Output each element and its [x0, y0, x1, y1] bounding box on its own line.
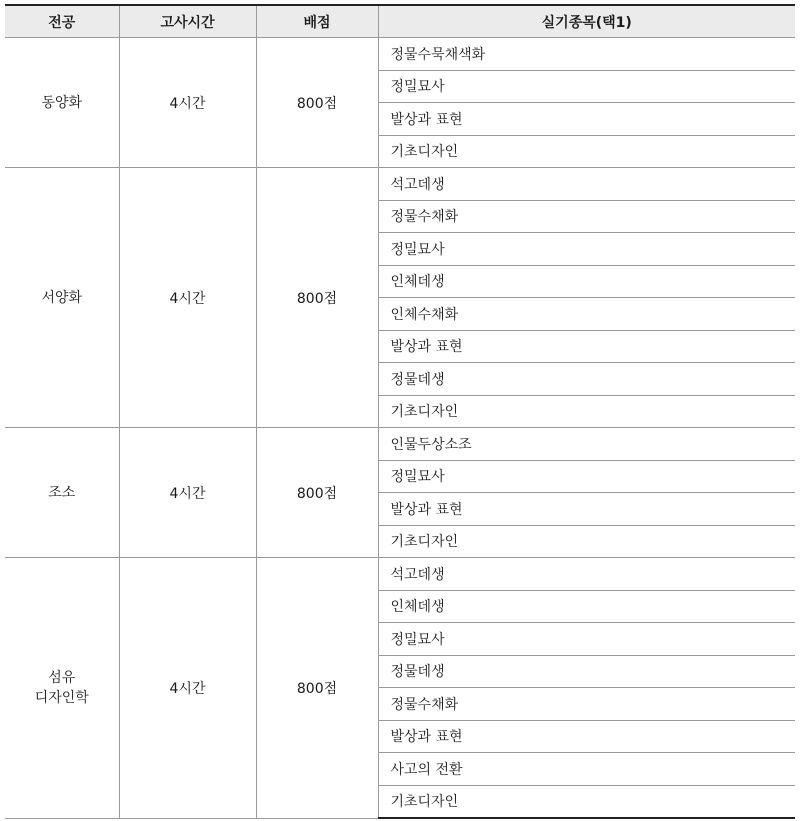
subject-item-cell: 인체데생 [378, 265, 795, 298]
subject-item-cell: 발상과 표현 [378, 103, 795, 136]
subject-item-cell: 정물데생 [378, 363, 795, 396]
table-row [5, 168, 795, 201]
score-cell: 800점 [256, 428, 378, 558]
header-exam-time: 고사시간 [119, 5, 256, 38]
subject-item-cell: 정밀묘사 [378, 70, 795, 103]
exam-time-cell: 4시간 [119, 428, 256, 558]
score-cell: 800점 [256, 558, 378, 819]
table-row [5, 38, 795, 71]
major-cell [5, 428, 119, 558]
major-name-line: 동양화 [41, 94, 83, 111]
subject-item-cell: 석고데생 [378, 168, 795, 201]
subject-item-cell: 정밀묘사 [378, 623, 795, 656]
table-body [5, 38, 795, 819]
score-cell: 800점 [256, 168, 378, 428]
header-row [5, 5, 795, 38]
major-name-line: 디자인학 [34, 689, 89, 706]
subject-item-cell: 정물수채화 [378, 688, 795, 721]
major-name-line: 서양화 [41, 289, 83, 306]
subject-item-cell: 발상과 표현 [378, 493, 795, 526]
exam-time-cell: 4시간 [119, 38, 256, 168]
header-subjects: 실기종목(택1) [378, 5, 795, 38]
subject-item-cell: 사고의 전환 [378, 753, 795, 786]
subject-item-cell: 인체데생 [378, 590, 795, 623]
header-score: 배점 [256, 5, 378, 38]
major-name-line: 조소 [48, 484, 76, 501]
subject-item-cell: 기초디자인 [378, 135, 795, 168]
exam-time-cell: 4시간 [119, 558, 256, 819]
major-cell [5, 168, 119, 428]
subject-item-cell: 인체수채화 [378, 298, 795, 331]
subject-item-cell: 정밀묘사 [378, 460, 795, 493]
major-cell [5, 558, 119, 819]
subject-item-cell: 기초디자인 [378, 395, 795, 428]
subject-item-cell: 기초디자인 [378, 525, 795, 558]
exam-table-container [5, 4, 795, 819]
major-cell [5, 38, 119, 168]
practical-exam-table [5, 4, 795, 819]
major-name-line: 섬유 [48, 669, 76, 686]
score-cell: 800점 [256, 38, 378, 168]
subject-item-cell: 인물두상소조 [378, 428, 795, 461]
subject-item-cell: 정물데생 [378, 655, 795, 688]
subject-item-cell: 발상과 표현 [378, 330, 795, 363]
subject-item-cell: 석고데생 [378, 558, 795, 591]
subject-item-cell: 기초디자인 [378, 785, 795, 818]
subject-item-cell: 정물수묵채색화 [378, 38, 795, 71]
subject-item-cell: 발상과 표현 [378, 720, 795, 753]
table-row [5, 558, 795, 591]
subject-item-cell: 정밀묘사 [378, 233, 795, 266]
subject-item-cell: 정물수채화 [378, 200, 795, 233]
table-row [5, 428, 795, 461]
header-major: 전공 [5, 5, 119, 38]
exam-time-cell: 4시간 [119, 168, 256, 428]
